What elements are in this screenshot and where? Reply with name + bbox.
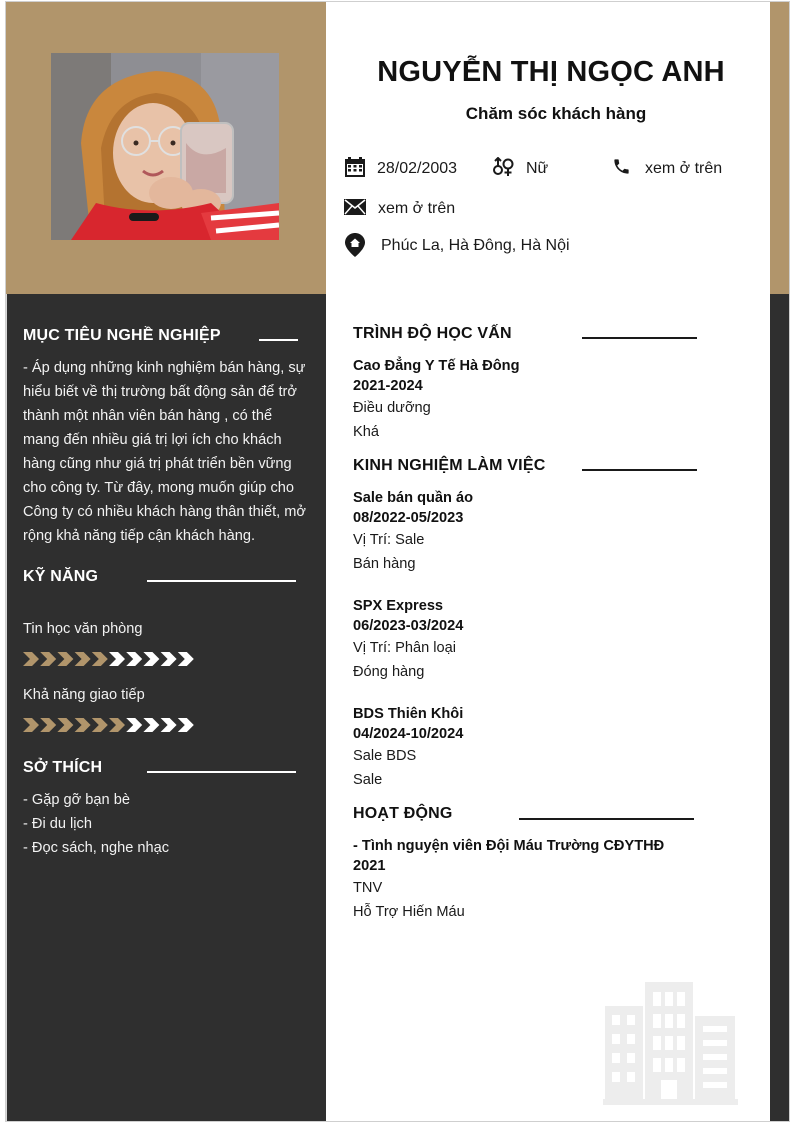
objective-heading: MỤC TIÊU NGHỀ NGHIỆP [23,327,221,344]
skills-heading: KỸ NĂNG [23,568,99,585]
skill-chevron-filled [75,652,91,666]
skill-chevron-filled [40,718,56,732]
address: Phúc La, Hà Đông, Hà Nội [381,237,570,254]
job-description: Đóng hàng [353,664,425,680]
skill-chevron-empty [178,718,194,732]
school-name: Cao Đẳng Y Tế Hà Đông [353,358,520,374]
job-period: 04/2024-10/2024 [353,726,464,742]
skill-chevron-empty [161,652,177,666]
skill-label: Tin học văn phòng [23,621,143,637]
objective-divider [259,339,298,341]
skill-chevron-empty [126,718,142,732]
education-divider [582,337,697,339]
hobby-item: - Đi du lịch [23,816,92,832]
job-period: 06/2023-03/2024 [353,618,464,634]
job-period: 08/2022-05/2023 [353,510,464,526]
location-icon [345,233,365,262]
calendar-icon [345,157,365,182]
email-icon [344,199,366,220]
job-description: Bán hàng [353,556,416,572]
activity-year: 2021 [353,858,386,874]
header-accent-right [770,2,790,294]
hobbies-list [23,788,169,860]
job-position: Sale BDS [353,748,417,764]
job-company: BDS Thiên Khôi [353,706,464,722]
education-heading: TRÌNH ĐỘ HỌC VẤN [353,325,512,342]
activities-divider [519,818,694,820]
skill-chevron-filled [40,652,56,666]
phone-icon [612,157,631,181]
skill-chevron-empty [178,652,194,666]
profile-photo [51,53,279,240]
education-period: 2021-2024 [353,378,423,394]
education-major: Điều dưỡng [353,400,431,416]
skills-divider [147,580,296,582]
experience-heading: KINH NGHIỆM LÀM VIỆC [353,457,546,474]
skill-chevron-filled [57,718,73,732]
skill-rating-bar [23,651,203,667]
gender-icon [493,157,515,182]
skill-chevron-filled [23,652,39,666]
email: xem ở trên [378,200,456,217]
hobby-item: - Gặp gỡ bạn bè [23,792,130,808]
candidate-name: NGUYỄN THỊ NGỌC ANH [377,56,725,88]
job-company: Sale bán quần áo [353,490,474,506]
skill-chevron-filled [23,718,39,732]
building-watermark-icon [603,982,738,1105]
skill-chevron-empty [143,718,159,732]
skill-rating-bar [23,717,203,733]
skill-chevron-filled [109,718,125,732]
job-description: Sale [353,772,383,788]
activity-title: - Tình nguyện viên Đội Máu Trường CĐYTHĐ [353,838,665,854]
skill-chevron-filled [92,652,108,666]
birthday: 28/02/2003 [377,160,458,177]
skill-chevron-empty [161,718,177,732]
hobbies-heading: SỞ THÍCH [23,759,103,776]
skill-chevron-empty [109,652,125,666]
job-company: SPX Express [353,598,444,614]
job-position: Vị Trí: Phân loại [353,640,457,656]
skill-chevron-filled [75,718,91,732]
skill-chevron-filled [57,652,73,666]
hobbies-divider [147,771,296,773]
skill-chevron-filled [92,718,108,732]
hobby-item: - Đọc sách, nghe nhạc [23,840,170,856]
experience-divider [582,469,697,471]
job-position: Vị Trí: Sale [353,532,425,548]
objective-text: - Áp dụng những kinh nghiệm bán hàng, sự hiểu biết về thị trường bất động sản để trở thành một nhân viên bán hàng , có thể mang đến nhiều giá trị lợi ích cho khách hàng cũng như giá trị phát triển bền vững cho công ty. Từ đây, mong muốn giúp cho Công ty có nhiều khách hàng thân thiết, mở rộng khả năng tiếp cận khách hàng. [23,360,306,544]
phone: xem ở trên [645,160,723,177]
education-grade: Khá [353,424,379,440]
skill-label: Khả năng giao tiếp [23,687,145,703]
gender: Nữ [526,160,549,177]
activity-description: Hỗ Trợ Hiến Máu [353,904,465,920]
activities-heading: HOẠT ĐỘNG [353,805,453,822]
skill-chevron-empty [143,652,159,666]
activity-role: TNV [353,880,383,896]
job-title: Chăm sóc khách hàng [465,104,647,123]
skill-chevron-empty [126,652,142,666]
